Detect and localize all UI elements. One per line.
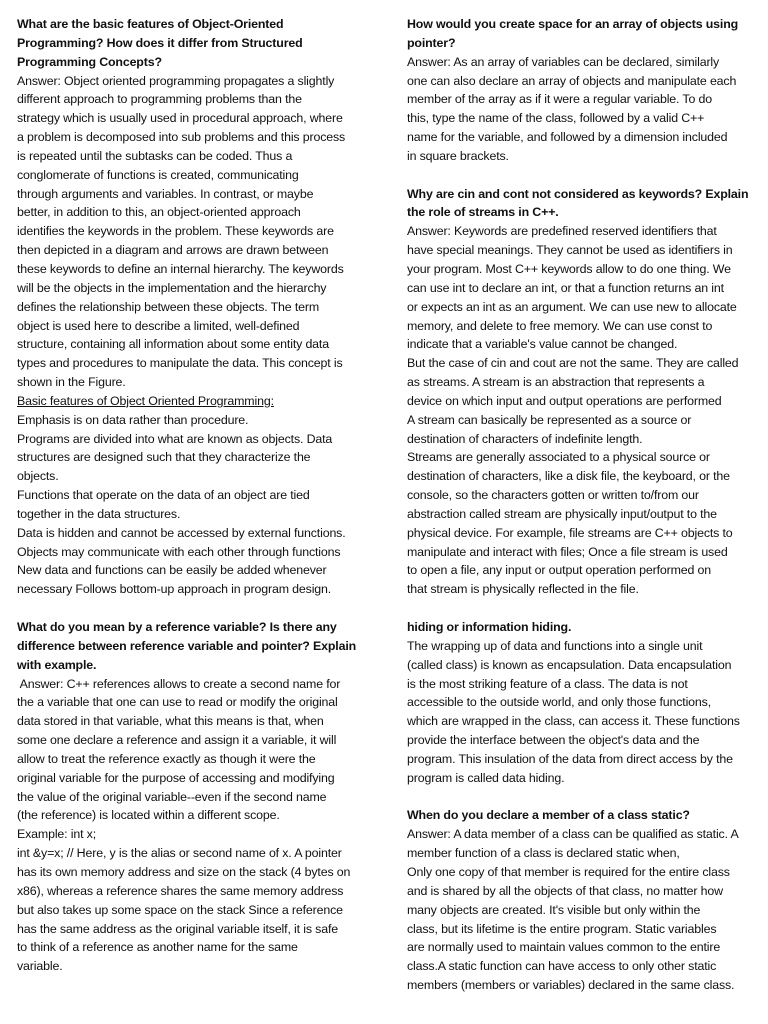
- right-column: [407, 15, 756, 995]
- answer-line: provide the interface between the object's data and the: [407, 733, 700, 748]
- question-line: What do you mean by a reference variable? Is there any: [17, 620, 337, 634]
- answer-line: memory, and delete to free memory. We can use const to: [407, 318, 713, 333]
- feature-line: objects.: [17, 469, 59, 484]
- feature-line: Data is hidden and cannot be accessed by external functions.: [17, 525, 346, 540]
- question-line: When do you declare a member of a class static?: [407, 808, 690, 823]
- answer-line: name for the variable, and followed by a dimension included: [407, 130, 728, 145]
- answer-line: shown in the Figure.: [17, 375, 126, 390]
- section-gap: [407, 166, 756, 185]
- section-gap: [407, 599, 756, 618]
- left-column: [17, 15, 369, 976]
- answer-line: member function of a class is declared static when,: [407, 846, 680, 861]
- answer-line: these keywords to define an internal hierarchy. The keywords: [17, 261, 344, 276]
- question-line: Why are cin and cont not considered as keywords? Explain: [407, 186, 749, 201]
- question-line: hiding or information hiding.: [407, 620, 572, 634]
- features-heading: Basic features of Object Oriented Programming:: [17, 393, 274, 408]
- answer-line: defines the relationship between these objects. The term: [17, 299, 320, 314]
- answer-line: Only one copy of that member is required for the entire class: [407, 864, 730, 879]
- answer-line: can use int to declare an int, or that a function returns an int: [407, 280, 724, 295]
- answer-line: (the reference) is located within a different scope.: [17, 808, 280, 823]
- answer-line: Answer: C++ references allows to create a second name for: [17, 676, 341, 691]
- answer-line: Answer: Object oriented programming propagates a slightly: [17, 73, 335, 88]
- answer-line: physical device. For example, file streams are C++ objects to: [407, 525, 733, 540]
- answer-line: x86), whereas a reference shares the same memory address: [17, 883, 344, 898]
- answer-line: object is used here to describe a limited, well-defined: [17, 318, 300, 333]
- answer-line: better, in addition to this, an object-oriented approach: [17, 205, 301, 220]
- answer-line: have special meanings. They cannot be used as identifiers in: [407, 243, 733, 258]
- answer-line: members (members or variables) declared in the same class.: [407, 978, 735, 993]
- data-hiding-section: [407, 618, 756, 788]
- answer-line: abstraction called stream are physically input/output to the: [407, 506, 717, 521]
- answer-line: Answer: As an array of variables can be declared, similarly: [407, 54, 720, 69]
- feature-line: structures are designed such that they characterize the: [17, 450, 311, 465]
- answer-line: which are wrapped in the class, can access it. These functions: [407, 714, 740, 729]
- answer-line: types and procedures to manipulate the data. This concept is: [17, 356, 343, 371]
- answer-line: some one declare a reference and assign it a variable, it will: [17, 733, 337, 748]
- answer-line: is repeated until the subtasks can be coded. Thus a: [17, 148, 293, 163]
- static-member-section: [407, 806, 756, 994]
- answer-line: identifies the keywords in the problem. These keywords are: [17, 224, 334, 239]
- answer-line: Answer: A data member of a class can be qualified as static. A: [407, 827, 739, 842]
- answer-line: is the most striking feature of a class. The data is not: [407, 676, 688, 691]
- answer-line: in square brackets.: [407, 148, 509, 163]
- answer-line: accessible to the outside world, and only those functions,: [407, 695, 712, 710]
- question-line: What are the basic features of Object-Oriented: [17, 17, 284, 31]
- answer-line: that stream is physically reflected in the file.: [407, 582, 639, 597]
- answer-line: has the same address as the original variable itself, it is safe: [17, 921, 338, 936]
- question-line: with example.: [17, 657, 97, 672]
- answer-line: program is called data hiding.: [407, 770, 565, 785]
- answer-line: destination of characters of indefinite length.: [407, 431, 643, 446]
- feature-line: Objects may communicate with each other through functions: [17, 544, 341, 559]
- array-of-objects-section: [407, 15, 756, 166]
- answer-line: the value of the original variable--even if the second name: [17, 789, 327, 804]
- answer-line: structure, containing all information about some entity data: [17, 337, 329, 352]
- answer-line: as streams. A stream is an abstraction that represents a: [407, 375, 705, 390]
- answer-line: program. This insulation of the data from direct access by the: [407, 751, 733, 766]
- question-line: pointer?: [407, 35, 456, 50]
- answer-line: data stored in that variable, what this means is that, when: [17, 714, 324, 729]
- feature-line: Programs are divided into what are known as objects. Data: [17, 431, 333, 446]
- answer-line: are normally used to maintain values common to the entire: [407, 940, 721, 955]
- feature-line: New data and functions can be easily be added whenever: [17, 563, 327, 578]
- answer-line: destination of characters, like a disk file, the keyboard, or the: [407, 469, 730, 484]
- answer-line: the a variable that one can use to read or modify the original: [17, 695, 338, 710]
- answer-line: variable.: [17, 959, 63, 974]
- answer-line: to open a file, any input or output operation performed on: [407, 563, 712, 578]
- answer-line: to think of a reference as another name for the same: [17, 940, 298, 955]
- answer-line: class, but its lifetime is the entire program. Static variables: [407, 921, 717, 936]
- answer-line: (called class) is known as encapsulation. Data encapsulation: [407, 657, 732, 672]
- reference-variable-section: [17, 618, 369, 976]
- answer-line: then depicted in a diagram and arrows are drawn between: [17, 243, 329, 258]
- answer-line: this, type the name of the class, followed by a valid C++: [407, 111, 705, 126]
- answer-line: conglomerate of functions is created, communicating: [17, 167, 299, 182]
- question-line: Programming? How does it differ from Structured: [17, 35, 303, 50]
- answer-line: a problem is decomposed into sub problems and this process: [17, 130, 346, 145]
- feature-line: necessary Follows bottom-up approach in program design.: [17, 582, 332, 597]
- question-line: Programming Concepts?: [17, 54, 162, 69]
- answer-line: The wrapping up of data and functions into a single unit: [407, 638, 703, 653]
- answer-line: has its own memory address and size on the stack (4 bytes on: [17, 864, 351, 879]
- answer-line: int &y=x; // Here, y is the alias or second name of x. A pointer: [17, 846, 342, 861]
- section-gap: [17, 599, 369, 618]
- answer-line: class.A static function can have access to only other static: [407, 959, 717, 974]
- question-line: difference between reference variable and pointer? Explain: [17, 638, 357, 653]
- answer-line: one can also declare an array of objects and manipulate each: [407, 73, 737, 88]
- answer-line: and is shared by all the objects of that class, no matter how: [407, 883, 723, 898]
- answer-line: device on which input and output operations are performed: [407, 393, 722, 408]
- answer-line: your program. Most C++ keywords allow to do one thing. We: [407, 261, 731, 276]
- feature-line: Functions that operate on the data of an object are tied: [17, 488, 310, 503]
- answer-line: But the case of cin and cout are not the same. They are called: [407, 356, 739, 371]
- answer-line: Example: int x;: [17, 827, 97, 842]
- answer-line: will be the objects in the implementation and the hierarchy: [17, 280, 327, 295]
- answer-line: or expects an int as an argument. We can use new to allocate: [407, 299, 737, 314]
- question-line: How would you create space for an array of objects using: [407, 17, 739, 31]
- oop-features-section: [17, 15, 369, 599]
- feature-line: together in the data structures.: [17, 506, 181, 521]
- answer-line: strategy which is usually used in procedural approach, where: [17, 111, 343, 126]
- section-gap: [407, 788, 756, 807]
- answer-line: original variable for the purpose of accessing and modifying: [17, 770, 335, 785]
- answer-line: A stream can basically be represented as a source or: [407, 412, 692, 427]
- feature-line: Emphasis is on data rather than procedure.: [17, 412, 249, 427]
- question-line: the role of streams in C++.: [407, 205, 559, 220]
- answer-line: Answer: Keywords are predefined reserved identifiers that: [407, 224, 717, 239]
- answer-line: Streams are generally associated to a physical source or: [407, 450, 710, 465]
- answer-line: allow to treat the reference exactly as though it were the: [17, 751, 316, 766]
- answer-line: indicate that a variable's value cannot be changed.: [407, 337, 678, 352]
- answer-line: manipulate and interact with files; Once a file stream is used: [407, 544, 728, 559]
- answer-line: but also takes up some space on the stack Since a reference: [17, 902, 343, 917]
- answer-line: console, so the characters gotten or written to/from our: [407, 488, 699, 503]
- answer-line: different approach to programming problems than the: [17, 92, 302, 107]
- answer-line: many objects are created. It's visible but only within the: [407, 902, 701, 917]
- streams-section: [407, 185, 756, 600]
- answer-line: member of the array as if it were a regular variable. To do: [407, 92, 712, 107]
- answer-line: through arguments and variables. In contrast, or maybe: [17, 186, 314, 201]
